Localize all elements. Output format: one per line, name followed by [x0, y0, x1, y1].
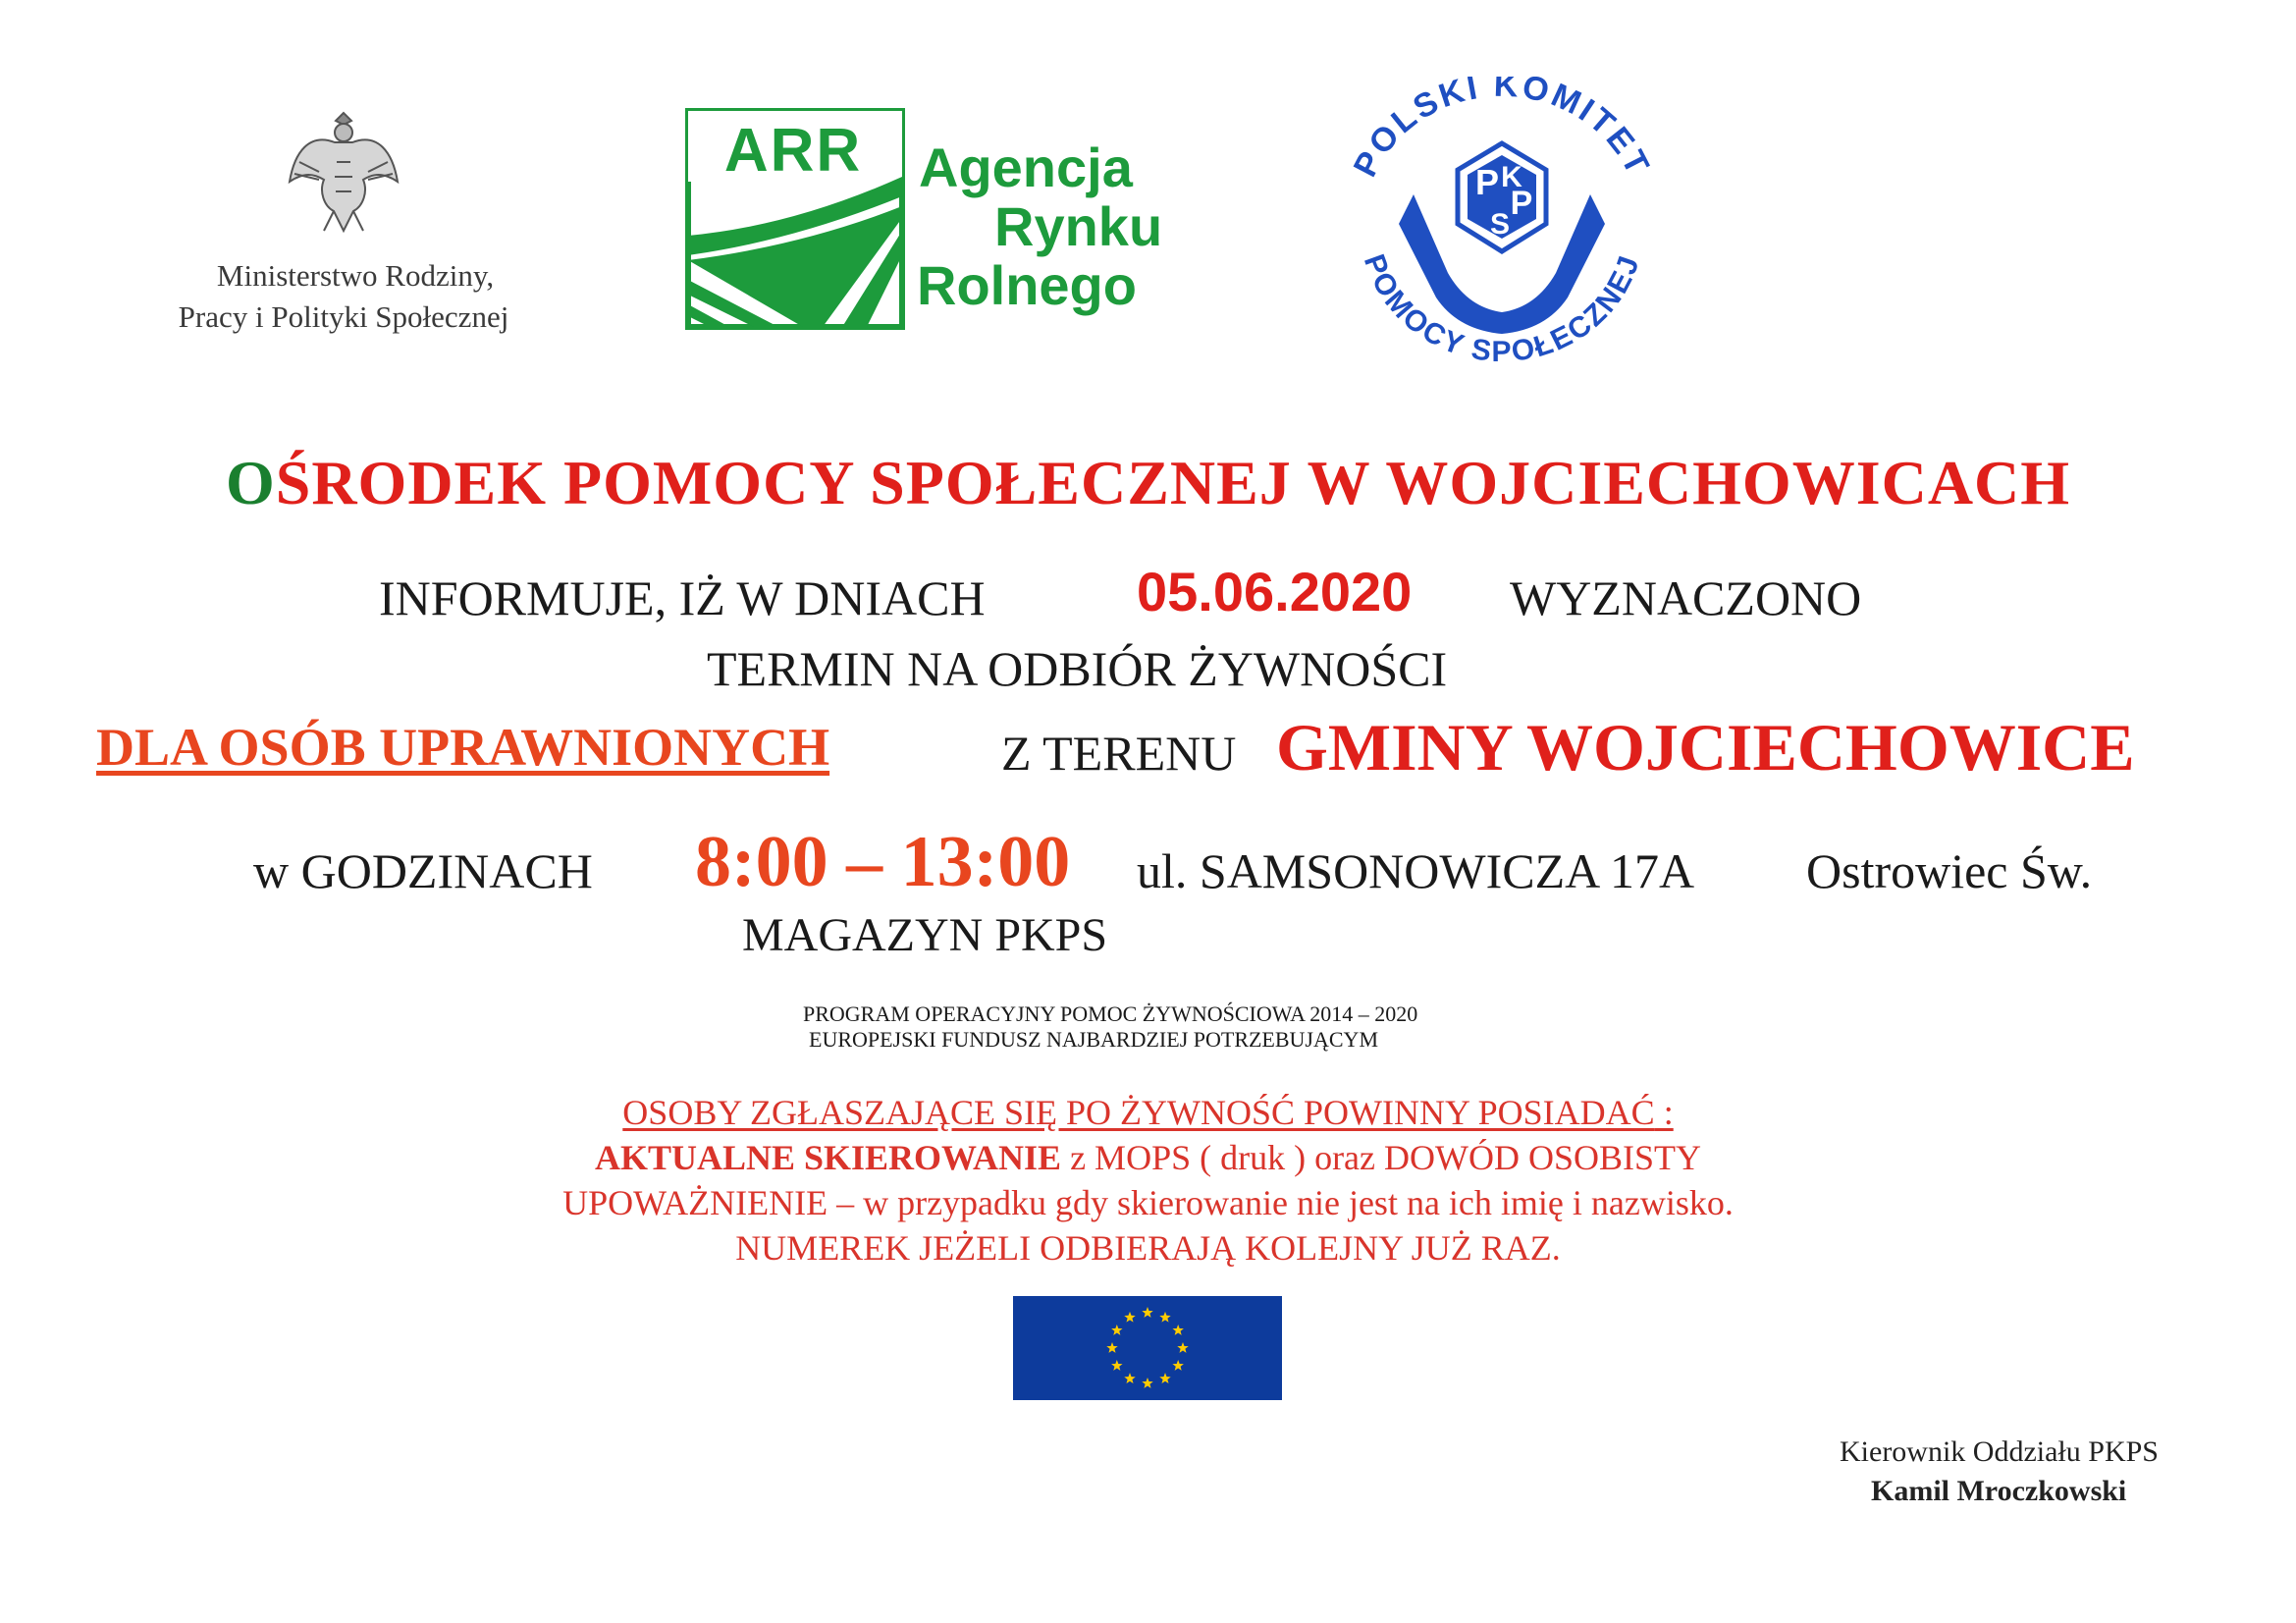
requirements-line3: UPOWAŻNIENIE – w przypadku gdy skierowanie nie jest na ich imię i nazwisko. — [562, 1183, 1734, 1222]
requirements-title-text: OSOBY ZGŁASZAJĄCE SIĘ PO ŻYWNOŚĆ POWINNY POSIADAĆ — [622, 1093, 1655, 1132]
program-line1: PROGRAM OPERACYJNY POMOC ŻYWNOŚCIOWA 2014 – 2020 — [803, 1001, 1418, 1026]
hours-prefix: w GODZINACH — [253, 843, 593, 898]
title-first-letter: O — [225, 448, 276, 517]
requirements-title-colon: : — [1654, 1093, 1674, 1132]
ministry-name-line1: Ministerstwo Rodziny, — [216, 258, 495, 293]
program-line2: EUROPEJSKI FUNDUSZ NAJBARDZIEJ POTRZEBUJĄCYM — [809, 1027, 1379, 1052]
pkps-logo — [1320, 77, 1683, 381]
area-label: Z TERENU — [1001, 726, 1237, 781]
city-name: Ostrowiec Św. — [1806, 843, 2093, 898]
requirements-title — [0, 1092, 2296, 1133]
eu-flag-icon — [1013, 1296, 1282, 1400]
info-line2: TERMIN NA ODBIÓR ŻYWNOŚCI — [707, 641, 1448, 696]
info-suffix: WYZNACZONO — [1510, 570, 1862, 625]
pkps-emblem — [1320, 77, 1683, 381]
ministry-logo — [118, 103, 569, 358]
page-title — [0, 447, 2296, 519]
arr-name-line3: Rolnego — [917, 254, 1137, 316]
arr-logo — [685, 108, 1215, 334]
svg-text:S: S — [1489, 208, 1511, 241]
municipality-name: GMINY WOJCIECHOWICE — [1276, 710, 2135, 784]
title-rest: ŚRODEK POMOCY SPOŁECZNEJ W WOJCIECHOWICACH — [275, 448, 2071, 517]
info-prefix: INFORMUJE, IŻ W DNIACH — [379, 570, 986, 625]
arr-abbreviation: ARR — [723, 117, 863, 185]
svg-text:P: P — [1474, 162, 1500, 202]
pkps-top-text: POLSKI KOMITET — [1346, 77, 1658, 184]
arr-name-line2: Rynku — [994, 195, 1163, 257]
requirements-line2 — [0, 1137, 2296, 1178]
arr-name-line1: Agencja — [919, 136, 1133, 198]
svg-text:POMOCY SPOŁECZNEJ — [1358, 250, 1646, 368]
signature-name: Kamil Mroczkowski — [1871, 1475, 2127, 1507]
distribution-date: 05.06.2020 — [1137, 561, 1413, 622]
svg-text:K: K — [1501, 161, 1522, 193]
eligible-persons: DLA OSÓB UPRAWNIONYCH — [96, 718, 830, 777]
warehouse-label: MAGAZYN PKPS — [742, 909, 1108, 961]
requirements-line4: NUMEREK JEŻELI ODBIERAJĄ KOLEJNY JUŻ RAZ. — [735, 1228, 1561, 1268]
eagle-emblem-icon — [280, 103, 407, 241]
svg-text:P: P — [1510, 185, 1533, 222]
referral-required: AKTUALNE SKIEROWANIE — [594, 1138, 1062, 1177]
ministry-name-line2: Pracy i Polityki Społecznej — [178, 299, 509, 334]
opening-hours: 8:00 – 13:00 — [695, 822, 1071, 902]
street-address: ul. SAMSONOWICZA 17A — [1137, 843, 1695, 898]
signature-title: Kierownik Oddziału PKPS — [1840, 1435, 2159, 1468]
pkps-bottom-text: POMOCY SPOŁECZNEJ — [1357, 249, 1647, 368]
requirements-line2-rest: z MOPS ( druk ) oraz DOWÓD OSOBISTY — [1061, 1138, 1702, 1177]
